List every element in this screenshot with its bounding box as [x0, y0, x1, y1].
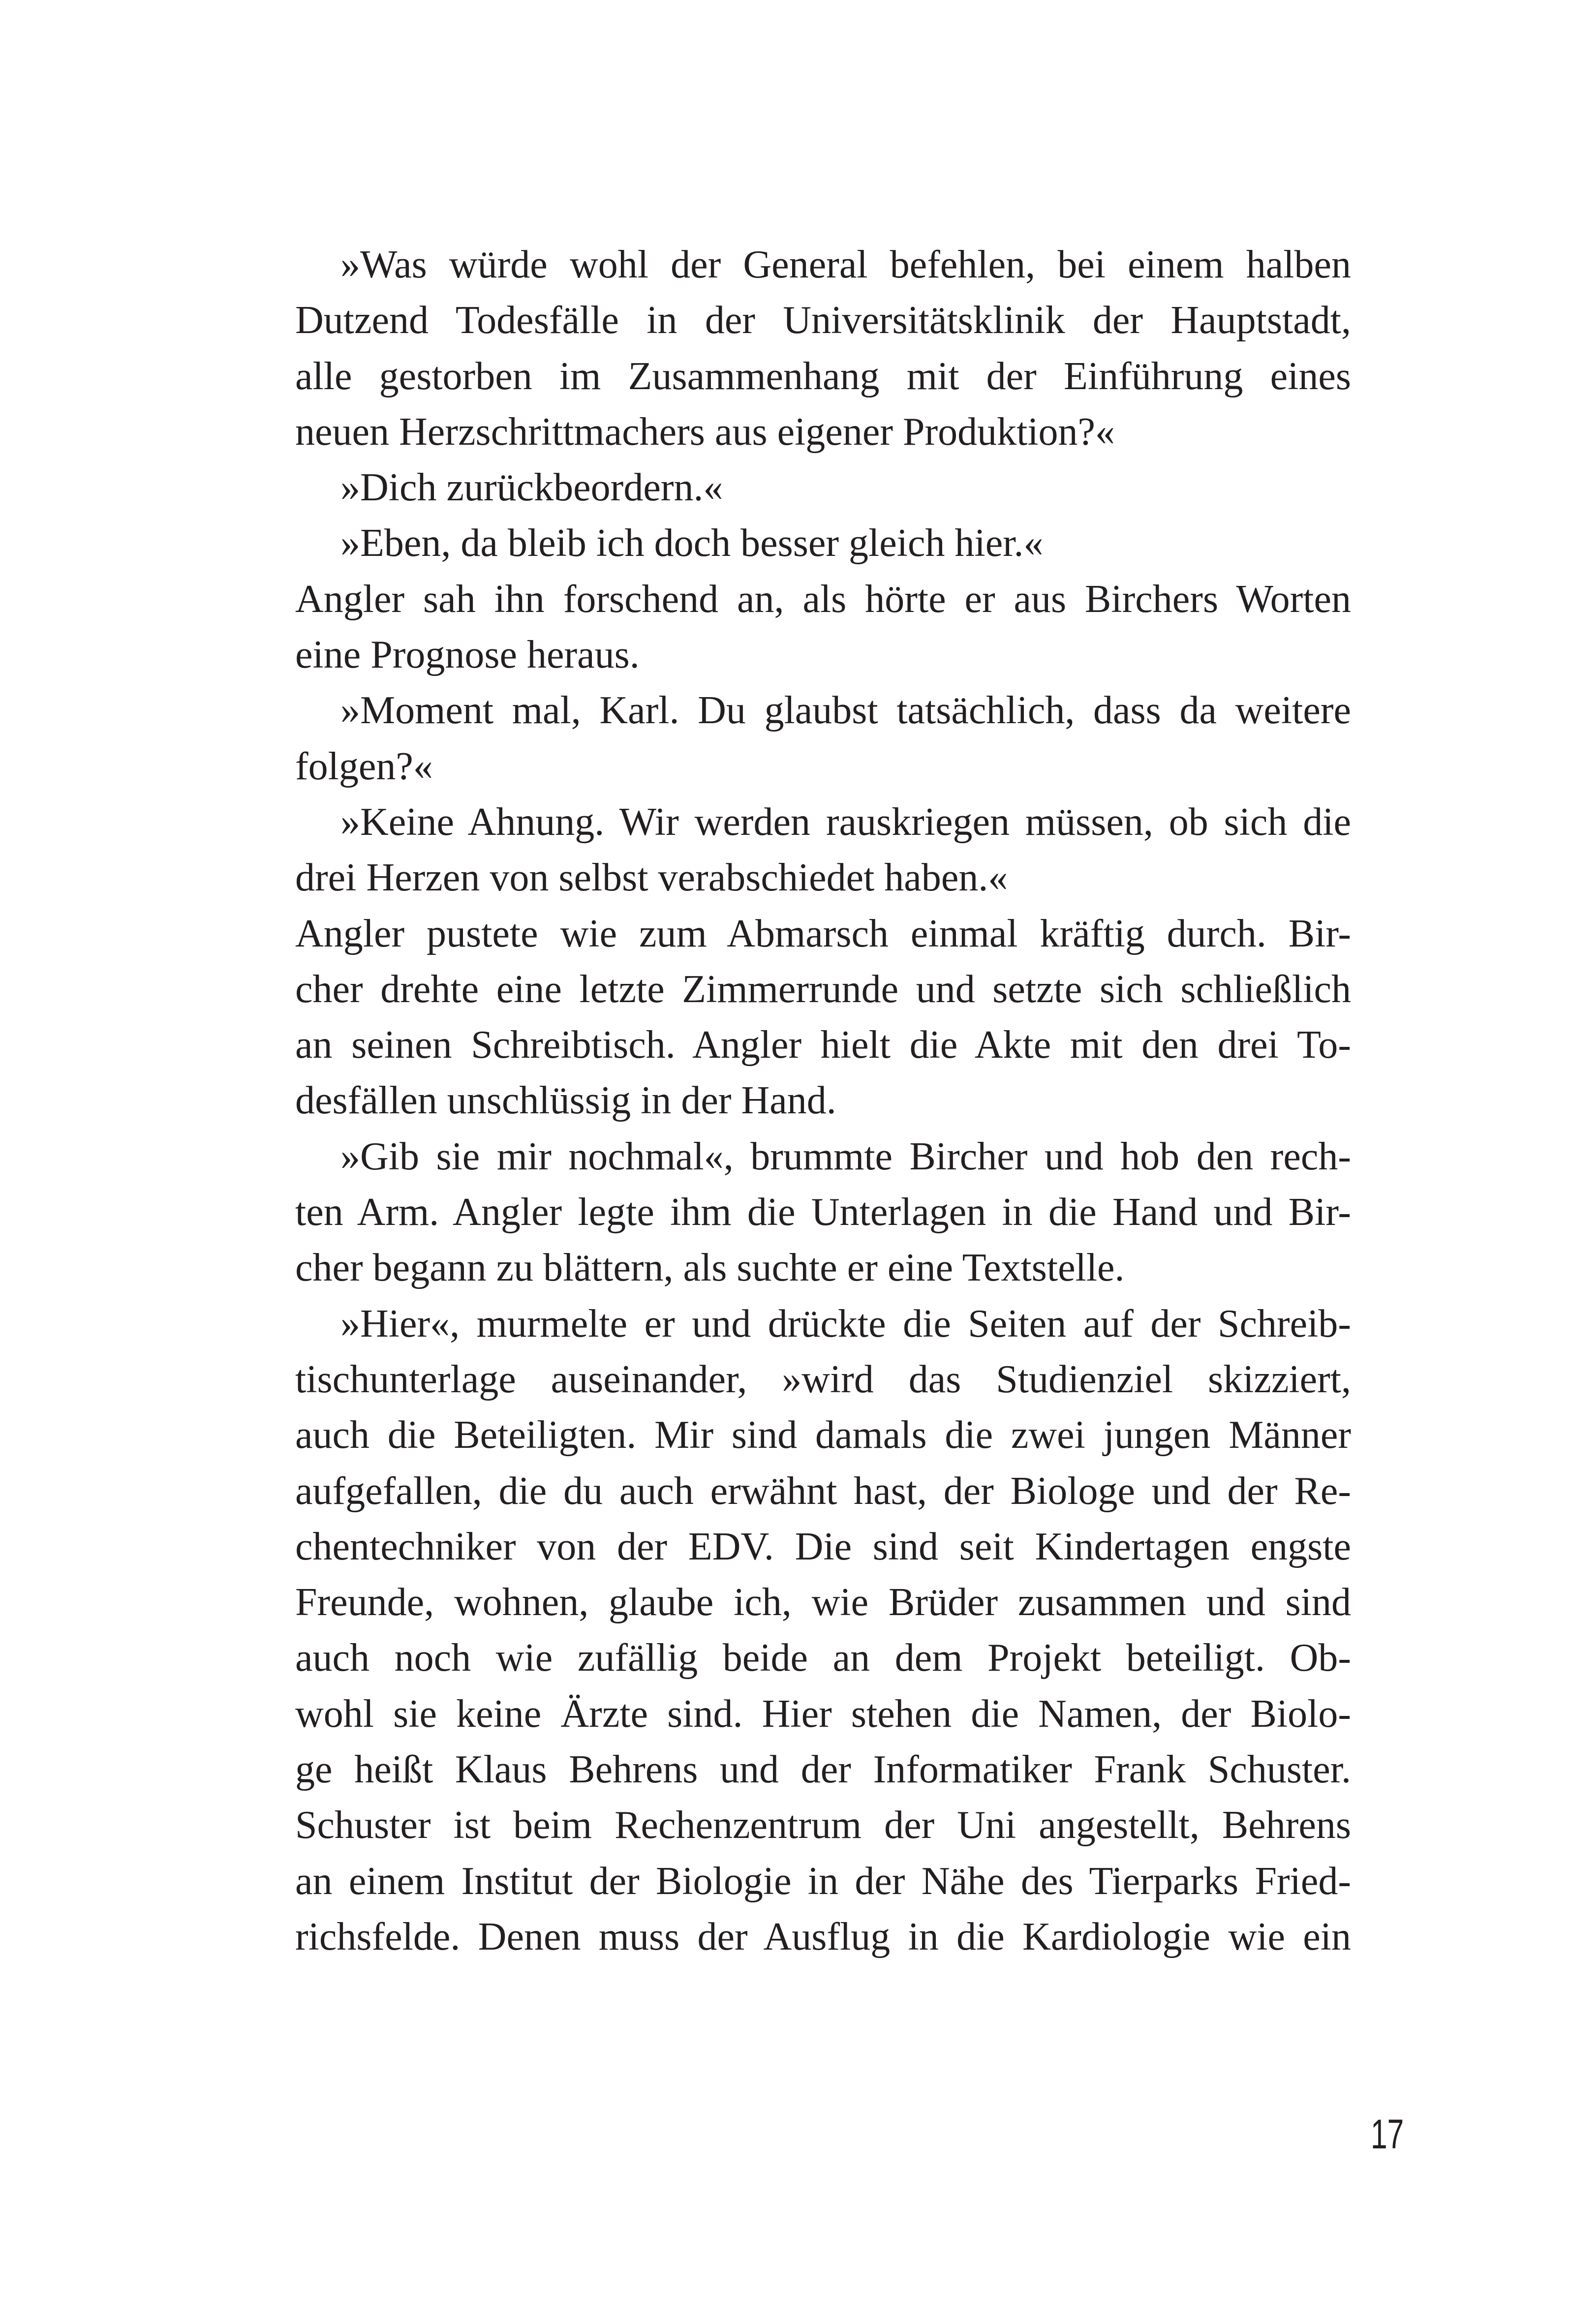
page-number: 17: [1371, 2111, 1404, 2157]
text-line: »Moment mal, Karl. Du glaubst tatsächlich, dass da weitere: [340, 689, 1351, 733]
text-line: Dutzend Todesfälle in der Universitätsklinik der Hauptstadt,: [295, 299, 1351, 342]
text-line: »Dich zurückbeordern.«: [340, 466, 723, 510]
text-line: richsfelde. Denen muss der Ausflug in die Kardiologie wie ein: [295, 1915, 1351, 1958]
body-text: [295, 237, 1351, 1965]
text-line: drei Herzen von selbst verabschiedet haben.«: [295, 856, 1008, 900]
text-line: tischunterlage auseinander, »wird das Studienziel skizziert,: [295, 1357, 1351, 1401]
text-line: »Keine Ahnung. Wir werden rauskriegen müssen, ob sich die: [340, 800, 1351, 844]
text-line: auch noch wie zufällig beide an dem Projekt beteiligt. Ob-: [295, 1636, 1351, 1680]
text-line: »Gib sie mir nochmal«, brummte Bircher und hob den rech-: [340, 1134, 1351, 1178]
text-line: Freunde, wohnen, glaube ich, wie Brüder zusammen und sind: [295, 1581, 1351, 1624]
text-line: Schuster ist beim Rechenzentrum der Uni angestellt, Behrens: [295, 1804, 1351, 1847]
text-line: desfällen unschlüssig in der Hand.: [295, 1079, 836, 1123]
text-line: »Eben, da bleib ich doch besser gleich hier.«: [340, 521, 1044, 565]
text-line: eine Prognose heraus.: [295, 633, 640, 677]
text-line: chentechniker von der EDV. Die sind seit Kindertagen engste: [295, 1525, 1351, 1568]
text-line: ge heißt Klaus Behrens und der Informatiker Frank Schuster.: [295, 1748, 1351, 1792]
text-line: cher begann zu blättern, als suchte er eine Textstelle.: [295, 1246, 1125, 1290]
text-line: »Was würde wohl der General befehlen, bei einem halben: [340, 243, 1351, 286]
text-line: aufgefallen, die du auch erwähnt hast, der Biologe und der Re-: [295, 1469, 1351, 1513]
text-line: an einem Institut der Biologie in der Nähe des Tierparks Fried-: [295, 1859, 1351, 1903]
text-line: wohl sie keine Ärzte sind. Hier stehen die Namen, der Biolo-: [295, 1692, 1351, 1736]
text-line: cher drehte eine letzte Zimmerrunde und setzte sich schließlich: [295, 967, 1351, 1011]
text-line: an seinen Schreibtisch. Angler hielt die Akte mit den drei To-: [295, 1023, 1351, 1067]
text-line: folgen?«: [295, 744, 433, 788]
text-line: »Hier«, murmelte er und drückte die Seiten auf der Schreib-: [340, 1302, 1351, 1345]
text-line: neuen Herzschrittmachers aus eigener Produktion?«: [295, 410, 1115, 454]
text-line: ten Arm. Angler legte ihm die Unterlagen in die Hand und Bir-: [295, 1191, 1351, 1234]
text-line: Angler pustete wie zum Abmarsch einmal kräftig durch. Bir-: [295, 912, 1351, 955]
text-line: auch die Beteiligten. Mir sind damals die zwei jungen Männer: [295, 1413, 1351, 1457]
text-line: alle gestorben im Zusammenhang mit der Einführung eines: [295, 354, 1351, 398]
text-line: Angler sah ihn forschend an, als hörte er aus Birchers Worten: [295, 577, 1351, 621]
